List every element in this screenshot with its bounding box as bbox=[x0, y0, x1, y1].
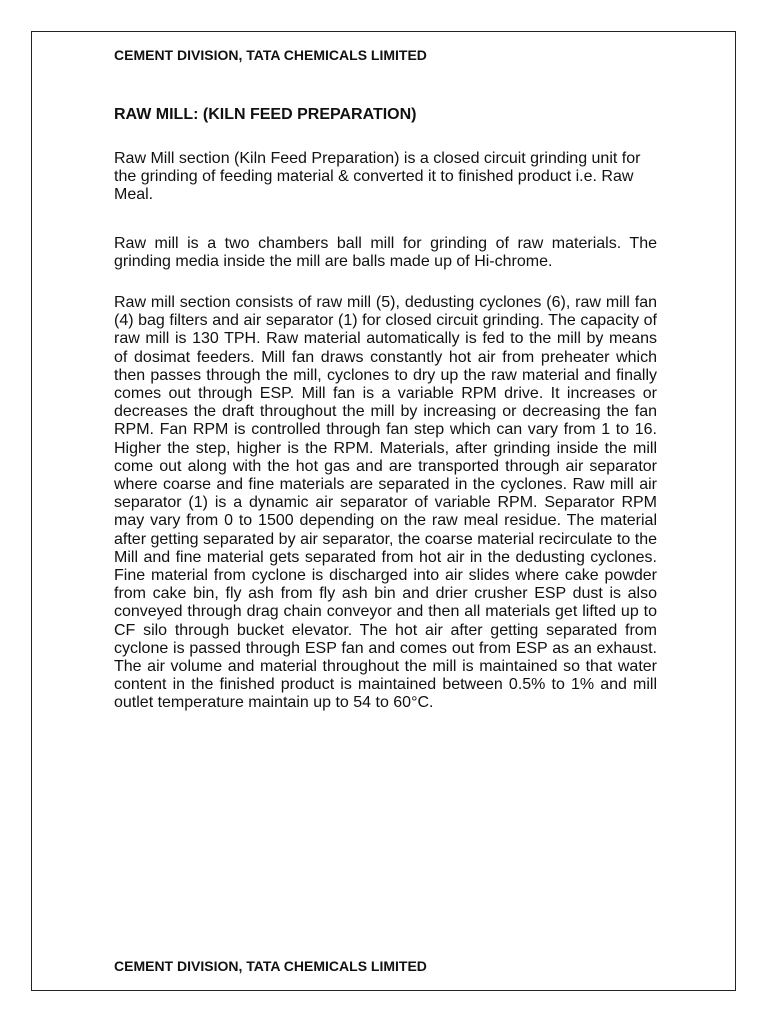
paragraph-process-description: Raw mill section consists of raw mill (5), dedusting cyclones (6), raw mill fan (4) bag filters and air separator (1) for closed circuit grinding. The capacity of raw mill is 130 TPH. Raw material automatically is fed to the mill by means of dosimat feeders. Mill fan draws constantly hot air from preheater which then passes through the mill, cyclones to dry up the raw material and finally comes out through ESP. Mill fan is a variable RPM drive. It increases or decreases the draft throughout the mill by increasing or decreasing the fan RPM. Fan RPM is controlled through fan step which can vary from 1 to 16. Higher the step, higher is the RPM. Materials, after grinding inside the mill come out along with the hot gas and are transported through air separator where coarse and fine materials are separated in the cyclones. Raw mill air separator (1) is a dynamic air separator of variable RPM. Separator RPM may vary from 0 to 1500 depending on the raw meal residue. The material after getting separated by air separator, the coarse material recirculate to the Mill and fine material gets separated from hot air in the dedusting cyclones. Fine material from cyclone is discharged into air slides where cake powder from cake bin, fly ash from fly ash bin and drier crusher ESP dust is also conveyed through drag chain conveyor and then all materials get lifted up to CF silo through bucket elevator. The hot air after getting separated from cyclone is passed through ESP fan and comes out from ESP as an exhaust. The air volume and material throughout the mill is maintained so that water content in the finished product is maintained between 0.5% to 1% and mill outlet temperature maintain up to 54 to 60°C. bbox=[114, 294, 657, 712]
page-header: CEMENT DIVISION, TATA CHEMICALS LIMITED bbox=[114, 47, 427, 63]
paragraph-ball-mill: Raw mill is a two chambers ball mill for grinding of raw materials. The grinding media inside the mill are balls made up of Hi-chrome. bbox=[114, 235, 657, 271]
paragraph-intro: Raw Mill section (Kiln Feed Preparation) is a closed circuit grinding unit for the grinding of feeding material & converted it to finished product i.e. Raw Meal. bbox=[114, 150, 641, 204]
document-title: RAW MILL: (KILN FEED PREPARATION) bbox=[114, 106, 417, 123]
page-footer: CEMENT DIVISION, TATA CHEMICALS LIMITED bbox=[114, 958, 427, 974]
